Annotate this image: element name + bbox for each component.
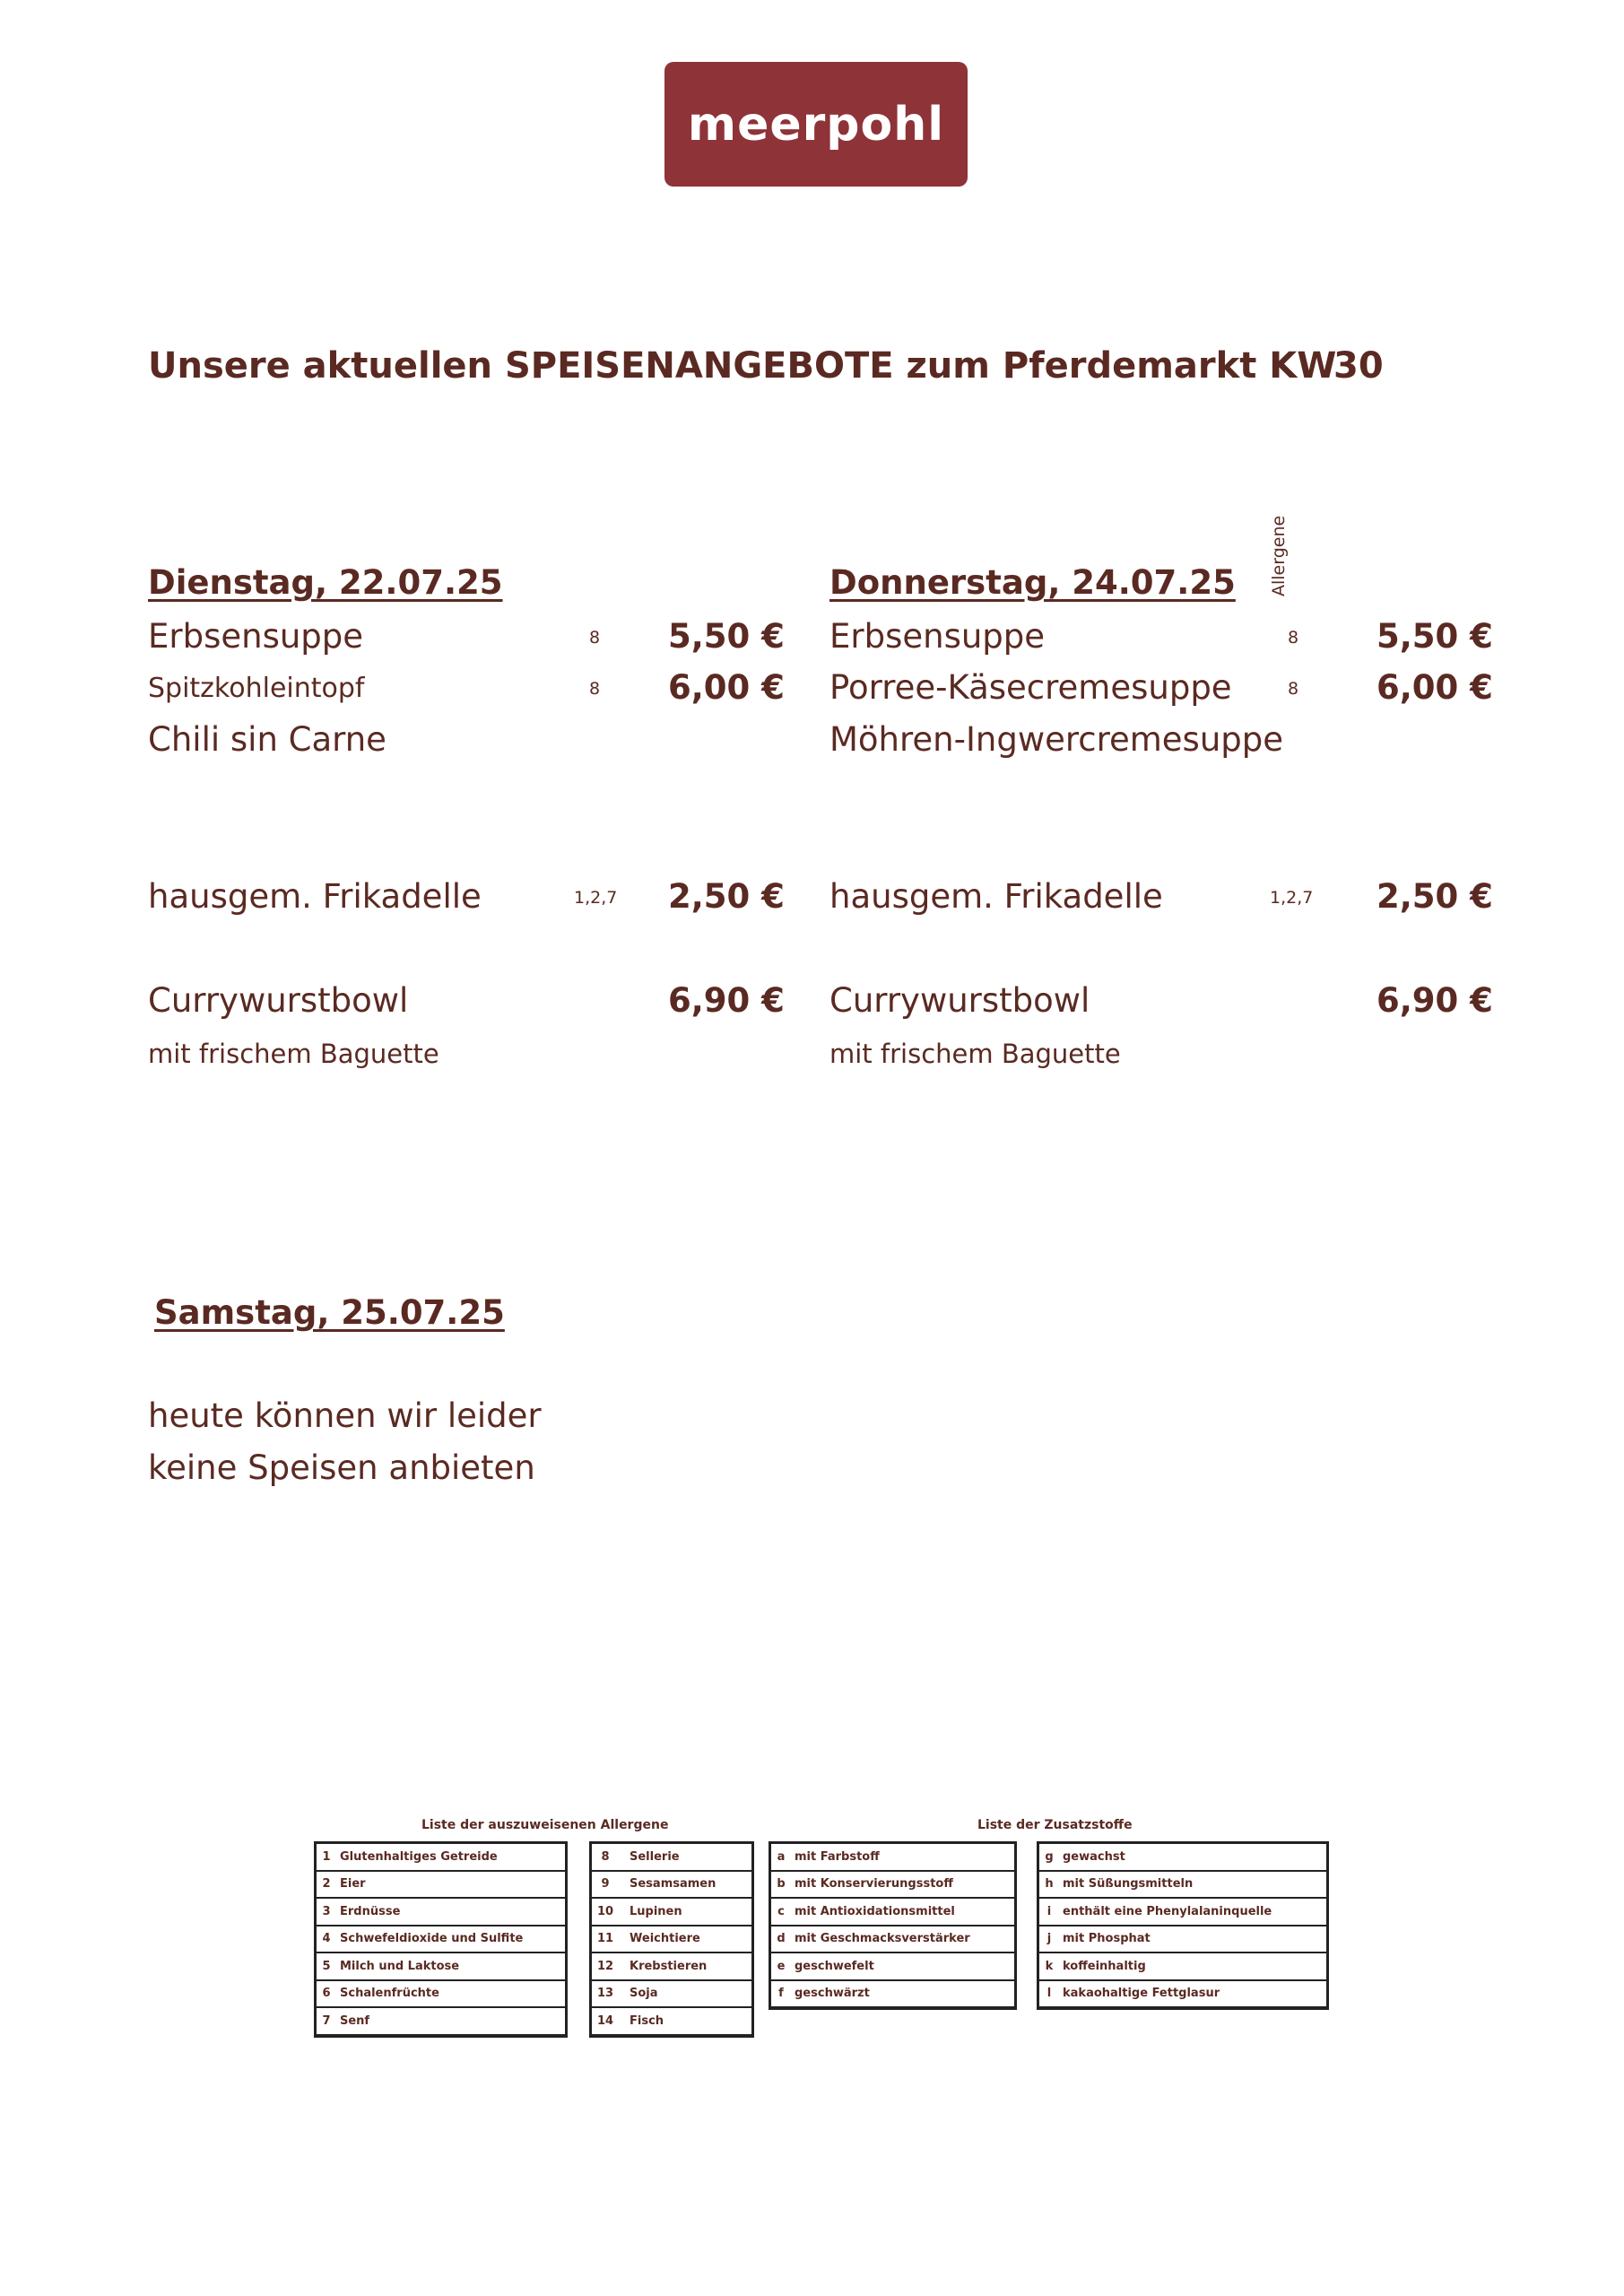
legend-label: geschwärzt bbox=[795, 1987, 870, 2001]
additives-table-2 bbox=[1037, 1841, 1329, 2010]
legend-label: Erdnüsse bbox=[340, 1904, 401, 1918]
legend-code: k bbox=[1045, 1959, 1054, 1973]
legend-row bbox=[592, 1844, 751, 1872]
legend-code: e bbox=[777, 1959, 786, 1973]
legend-row bbox=[317, 1926, 565, 1954]
legend-label: Milch und Laktose bbox=[340, 1959, 460, 1973]
legend-label: mit Geschmacksverstärker bbox=[795, 1932, 970, 1946]
menu-headline: Unsere aktuellen SPEISENANGEBOTE zum Pferdemarkt KW bbox=[148, 345, 1337, 387]
legend-label: Schalenfrüchte bbox=[340, 1987, 439, 2001]
legend-code: f bbox=[778, 1987, 784, 2001]
legend-label: Sesamsamen bbox=[630, 1877, 716, 1892]
legend-row bbox=[317, 1844, 565, 1872]
saturday-title: Samstag, 25.07.25 bbox=[154, 1293, 505, 1332]
allergen-column-label: Allergene bbox=[1269, 515, 1289, 596]
legend-row bbox=[317, 1872, 565, 1900]
right-frikadelle-allergens: 1,2,7 bbox=[1270, 888, 1314, 908]
legend-row bbox=[771, 1899, 1014, 1926]
legend-label: Fisch bbox=[630, 2013, 664, 2028]
legend-label: Weichtiere bbox=[630, 1932, 700, 1946]
additives-legend-title: Liste der Zusatzstoffe bbox=[977, 1818, 1133, 1832]
legend-code: 5 bbox=[322, 1959, 331, 1973]
left-item-1-price: 5,50 € bbox=[668, 617, 785, 656]
right-frikadelle-price: 2,50 € bbox=[1376, 877, 1493, 916]
right-item-1-allergens: 8 bbox=[1288, 628, 1299, 648]
legend-row bbox=[592, 2008, 751, 2034]
logo-text: meerpohl bbox=[687, 97, 945, 152]
right-bowl-price: 6,90 € bbox=[1376, 981, 1493, 1020]
legend-label: mit Antioxidationsmittel bbox=[795, 1904, 955, 1918]
legend-label: enthält eine Phenylalaninquelle bbox=[1063, 1904, 1272, 1918]
left-frikadelle-allergens: 1,2,7 bbox=[574, 888, 618, 908]
legend-code: 13 bbox=[596, 1987, 614, 2001]
legend-code: 7 bbox=[322, 2013, 331, 2028]
legend-row bbox=[771, 1844, 1014, 1872]
legend-row bbox=[317, 1981, 565, 2009]
legend-code: b bbox=[777, 1877, 786, 1892]
legend-code: d bbox=[777, 1932, 786, 1946]
left-item-3-name: Chili sin Carne bbox=[148, 720, 386, 759]
legend-code: 6 bbox=[322, 1987, 331, 2001]
right-item-2-price: 6,00 € bbox=[1376, 668, 1493, 707]
legend-row bbox=[1039, 1926, 1326, 1954]
right-item-1-price: 5,50 € bbox=[1376, 617, 1493, 656]
allergens-table-1 bbox=[314, 1841, 568, 2038]
legend-row bbox=[771, 1953, 1014, 1981]
legend-label: koffeinhaltig bbox=[1063, 1959, 1146, 1973]
legend-code: 8 bbox=[601, 1849, 610, 1864]
legend-row bbox=[1039, 1899, 1326, 1926]
legend-row bbox=[592, 1981, 751, 2009]
legend-row bbox=[1039, 1953, 1326, 1981]
right-frikadelle-name: hausgem. Frikadelle bbox=[829, 877, 1163, 916]
legend-code: 4 bbox=[322, 1932, 331, 1946]
legend-row bbox=[592, 1899, 751, 1926]
left-bowl-name: Currywurstbowl bbox=[148, 981, 409, 1020]
legend-row bbox=[592, 1872, 751, 1900]
legend-code: a bbox=[777, 1849, 786, 1864]
legend-label: geschwefelt bbox=[795, 1959, 874, 1973]
legend-code: h bbox=[1045, 1877, 1054, 1892]
left-item-1-allergens: 8 bbox=[589, 628, 601, 648]
right-item-2-allergens: 8 bbox=[1288, 679, 1299, 699]
legend-code: c bbox=[777, 1904, 785, 1918]
right-bowl-note: mit frischem Baguette bbox=[829, 1039, 1121, 1069]
legend-label: Glutenhaltiges Getreide bbox=[340, 1849, 498, 1864]
legend-row bbox=[317, 1899, 565, 1926]
right-item-3-name: Möhren-Ingwercremesuppe bbox=[829, 720, 1284, 759]
legend-label: Schwefeldioxide und Sulfite bbox=[340, 1932, 524, 1946]
legend-label: mit Konservierungsstoff bbox=[795, 1877, 953, 1892]
legend-row bbox=[1039, 1981, 1326, 2007]
legend-code: 2 bbox=[322, 1877, 331, 1892]
legend-label: Sellerie bbox=[630, 1849, 680, 1864]
legend-row bbox=[317, 2008, 565, 2034]
left-bowl-price: 6,90 € bbox=[668, 981, 785, 1020]
legend-code: l bbox=[1046, 1987, 1052, 2001]
legend-label: mit Phosphat bbox=[1063, 1932, 1151, 1946]
saturday-line-1: heute können wir leider bbox=[148, 1396, 542, 1435]
legend-row bbox=[1039, 1844, 1326, 1872]
additives-table-1 bbox=[769, 1841, 1017, 2010]
legend-label: kakaohaltige Fettglasur bbox=[1063, 1987, 1220, 2001]
legend-code: 1 bbox=[322, 1849, 331, 1864]
legend-code: j bbox=[1046, 1932, 1052, 1946]
legend-code: g bbox=[1045, 1849, 1054, 1864]
legend-code: 12 bbox=[596, 1959, 614, 1973]
legend-label: Senf bbox=[340, 2013, 370, 2028]
legend-row bbox=[771, 1981, 1014, 2007]
right-day-title: Donnerstag, 24.07.25 bbox=[829, 563, 1236, 602]
left-frikadelle-name: hausgem. Frikadelle bbox=[148, 877, 482, 916]
left-item-2-price: 6,00 € bbox=[668, 668, 785, 707]
legend-code: 9 bbox=[601, 1877, 610, 1892]
legend-row bbox=[592, 1953, 751, 1981]
left-item-1-name: Erbsensuppe bbox=[148, 617, 364, 656]
right-item-2-name: Porree-Käsecremesuppe bbox=[829, 668, 1232, 707]
legend-code: i bbox=[1046, 1904, 1052, 1918]
right-bowl-name: Currywurstbowl bbox=[829, 981, 1090, 1020]
left-day-title: Dienstag, 22.07.25 bbox=[148, 563, 503, 602]
calendar-week-number: 30 bbox=[1333, 345, 1384, 387]
legend-label: mit Farbstoff bbox=[795, 1849, 880, 1864]
legend-code: 3 bbox=[322, 1904, 331, 1918]
legend-code: 10 bbox=[596, 1904, 614, 1918]
legend-row bbox=[592, 1926, 751, 1954]
legend-label: gewachst bbox=[1063, 1849, 1125, 1864]
legend-label: Lupinen bbox=[630, 1904, 682, 1918]
legend-label: Soja bbox=[630, 1987, 658, 2001]
meerpohl-logo bbox=[664, 62, 968, 187]
legend-code: 11 bbox=[596, 1932, 614, 1946]
legend-row bbox=[1039, 1872, 1326, 1900]
left-item-2-allergens: 8 bbox=[589, 679, 601, 699]
legend-row bbox=[771, 1872, 1014, 1900]
allergens-legend-title: Liste der auszuweisenen Allergene bbox=[421, 1818, 669, 1832]
left-bowl-note: mit frischem Baguette bbox=[148, 1039, 439, 1069]
legend-label: Krebstieren bbox=[630, 1959, 708, 1973]
legend-label: mit Süßungsmitteln bbox=[1063, 1877, 1194, 1892]
left-frikadelle-price: 2,50 € bbox=[668, 877, 785, 916]
left-item-2-name: Spitzkohleintopf bbox=[148, 673, 365, 704]
legend-row bbox=[317, 1953, 565, 1981]
allergens-table-2 bbox=[589, 1841, 754, 2038]
legend-label: Eier bbox=[340, 1877, 366, 1892]
legend-code: 14 bbox=[596, 2013, 614, 2028]
right-item-1-name: Erbsensuppe bbox=[829, 617, 1046, 656]
saturday-line-2: keine Speisen anbieten bbox=[148, 1448, 535, 1487]
legend-row bbox=[771, 1926, 1014, 1954]
